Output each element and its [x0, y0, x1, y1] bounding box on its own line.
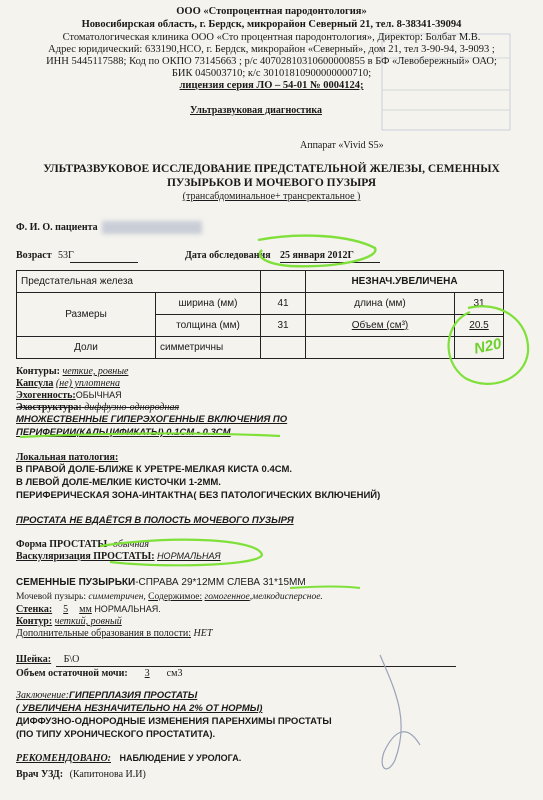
vascularization-row	[16, 551, 221, 562]
wall-value: 5	[63, 604, 69, 615]
date-value: 25 января 2012Г	[280, 250, 354, 261]
apparatus: Аппарат «Vivid S5»	[300, 140, 384, 151]
patient-name-redacted	[102, 221, 202, 234]
conclusion-line3: ДИФФУЗНО-ОДНОРОДНЫЕ ИЗМЕНЕНИЯ ПАРЕНХИМЫ ПРОСТАТЫ	[16, 716, 332, 727]
report-title-line1: УЛЬТРАЗВУКОВОЕ ИССЛЕДОВАНИЕ ПРЕДСТАТЕЛЬНОЙ ЖЕЛЕЗЫ, СЕМЕННЫХ	[43, 163, 500, 175]
local-pathology-line3: ПЕРИФЕРИЧЕСКАЯ ЗОНА-ИНТАКТНА( БЕЗ ПАТОЛОГИЧЕСКИХ ВКЛЮЧЕНИЙ)	[16, 490, 381, 501]
echogenicity-row	[16, 390, 122, 401]
contour-row	[16, 616, 122, 627]
neck-row	[16, 654, 79, 665]
content-extra: ,мелкодисперсное.	[249, 592, 323, 602]
neck-underline	[56, 666, 456, 667]
bladder-value: симметричен,	[88, 592, 146, 602]
thickness-label: толщина (мм)	[156, 315, 261, 337]
report-title-line2: ПУЗЫРЬКОВ И МОЧЕВОГО ПУЗЫРЯ	[166, 177, 377, 189]
echostructure-row	[16, 402, 179, 413]
seminal-vesicles-value: -СПРАВА 29*12ММ СЛЕВА 31*15ММ	[135, 577, 306, 588]
inn-line: ИНН 5445117588; Код по ОКПО 73145663 ; р/с 40702810310600000855 в БФ «Левобережный» ОАО;	[46, 56, 497, 67]
age-value: 53Г	[58, 250, 74, 261]
width-label: ширина (мм)	[156, 293, 261, 315]
bladder-row	[16, 592, 323, 602]
content-value: гомогенное	[204, 592, 250, 602]
length-label: длина (мм)	[306, 293, 455, 315]
extra-formations-row	[16, 628, 212, 639]
extra-formations-label: Дополнительные образования в полости:	[16, 628, 191, 639]
residual-value: 3	[144, 668, 150, 679]
conclusion-line2: ( УВЕЛИЧЕНА НЕЗНАЧИТЕЛЬНО НА 2% ОТ НОРМЫ)	[16, 703, 263, 714]
extra-formations-value: НЕТ	[193, 628, 213, 639]
neck-value: Б\О	[63, 654, 80, 665]
size-label: Размеры	[17, 293, 156, 337]
contours-row	[16, 366, 128, 377]
local-pathology-line1: В ПРАВОЙ ДОЛЕ-БЛИЖЕ К УРЕТРЕ-МЕЛКАЯ КИСТА 0.4СМ.	[16, 464, 293, 475]
conclusion-row	[16, 690, 197, 701]
age-underline	[70, 262, 138, 263]
date-underline	[280, 262, 380, 263]
capsule-value: (не) уплотнена	[55, 378, 120, 389]
thickness-value: 31	[261, 315, 306, 337]
recommendation-value: НАБЛЮДЕНИЕ У УРОЛОГА.	[119, 753, 242, 763]
gland-status: НЕЗНАЧ.УВЕЛИЧЕНА	[306, 271, 504, 293]
prostate-measurements-table	[16, 270, 504, 359]
wall-extra: НОРМАЛЬНАЯ.	[94, 604, 161, 614]
wall-row	[16, 604, 161, 615]
residual-unit: см3	[166, 668, 183, 679]
conclusion-label: Заключение:	[16, 690, 70, 701]
conclusion-line4: (ПО ТИПУ ХРОНИЧЕСКОГО ПРОСТАТИТА).	[16, 729, 216, 740]
doctor-value: (Капитонова И.И)	[69, 769, 146, 780]
license-line: лицензия серия ЛО – 54-01 № 0004124;	[179, 80, 364, 91]
patient-fio-label: Ф. И. О. пациента	[16, 222, 98, 233]
capsule-label: Капсула	[16, 378, 54, 389]
contour-label: Контур:	[16, 616, 53, 627]
contours-value: четкие, ровные	[62, 366, 129, 377]
form-value: обычная	[113, 539, 150, 550]
multiple-inclusions-line1: МНОЖЕСТВЕННЫЕ ГИПЕРЭХОГЕННЫЕ ВКЛЮЧЕНИЯ ПО	[16, 414, 288, 425]
local-pathology-label: Локальная патология:	[16, 452, 119, 463]
wall-unit: мм	[79, 604, 92, 615]
form-label: Форма ПРОСТАТЫ-	[16, 539, 111, 550]
org-name: ООО «Стопроцентная пародонтология»	[176, 6, 367, 17]
contours-label: Контуры:	[16, 366, 60, 377]
lobes-label: Доли	[17, 337, 156, 359]
lobes-value: симметричны	[156, 337, 261, 359]
width-value: 41	[261, 293, 306, 315]
capsule-row	[16, 378, 120, 389]
volume-value: 20.5	[455, 315, 504, 337]
date-label: Дата обследования	[185, 250, 271, 261]
department: Ультразвуковая диагностика	[190, 105, 322, 116]
neck-label: Шейка:	[16, 654, 52, 665]
volume-label: Объем (см³)	[306, 315, 455, 337]
org-address: Новосибирская область, г. Бердск, микрорайон Северный 21, тел. 8-38341-39094	[81, 19, 462, 30]
handwritten-n20: N20	[472, 335, 503, 358]
echostructure-label: Эхоструктура:	[16, 402, 82, 413]
doctor-label: Врач УЗД:	[16, 769, 64, 780]
doctor-row	[16, 769, 146, 780]
bladder-label: Мочевой пузырь:	[16, 592, 87, 602]
clinic-line: Стоматологическая клиника ООО «Сто процентная пародонтология», Директор: Болбат М.В.	[62, 32, 481, 43]
echostructure-value: диффузно-однородная	[84, 402, 180, 413]
recommendation-row	[16, 753, 241, 764]
recommendation-label: РЕКОМЕНДОВАНО:	[16, 753, 111, 764]
residual-label: Объем остаточной мочи:	[16, 668, 128, 679]
gland-label: Предстательная железа	[17, 271, 261, 293]
conclusion-line1: ГИПЕРПЛАЗИЯ ПРОСТАТЫ	[69, 690, 198, 701]
wall-label: Стенка:	[16, 604, 53, 615]
content-label: Содержимое:	[148, 592, 203, 602]
doctor-signature	[380, 655, 420, 769]
form-row	[16, 539, 149, 550]
local-pathology-line2: В ЛЕВОЙ ДОЛЕ-МЕЛКИЕ КИСТОЧКИ 1-2ММ.	[16, 477, 221, 488]
report-title-method: (трансабдоминальное+ трансректальное )	[182, 191, 361, 202]
multiple-inclusions-line2: ПЕРИФЕРИИ(КАЛЬЦИФИКАТЫ) 0.1СМ - 0.3СМ	[16, 427, 231, 438]
length-value: 31	[455, 293, 504, 315]
bik-line: БИК 045003710; к/с 30101810900000000710;	[171, 68, 372, 79]
legal-address: Адрес юридический: 633190,НСО, г. Бердск, микрорайон «Северный», дом 21, тел 3-90-94, 3-9093 ;	[48, 44, 495, 55]
residual-row	[16, 668, 182, 679]
vascularization-label: Васкуляризация ПРОСТАТЫ:	[16, 551, 155, 562]
seminal-vesicles-label: СЕМЕННЫЕ ПУЗЫРЬКИ	[16, 577, 136, 588]
bladder-note: ПРОСТАТА НЕ ВДАЁТСЯ В ПОЛОСТЬ МОЧЕВОГО ПУЗЫРЯ	[16, 515, 294, 526]
vascularization-value: НОРМАЛЬНАЯ	[157, 551, 221, 561]
seminal-vesicles-row	[16, 577, 306, 588]
contour-value: четкий, ровный	[54, 616, 122, 627]
age-label: Возраст	[16, 250, 52, 261]
echogenicity-label: Эхогенность:	[16, 390, 76, 401]
echogenicity-value: ОБЫЧНАЯ	[75, 390, 122, 400]
